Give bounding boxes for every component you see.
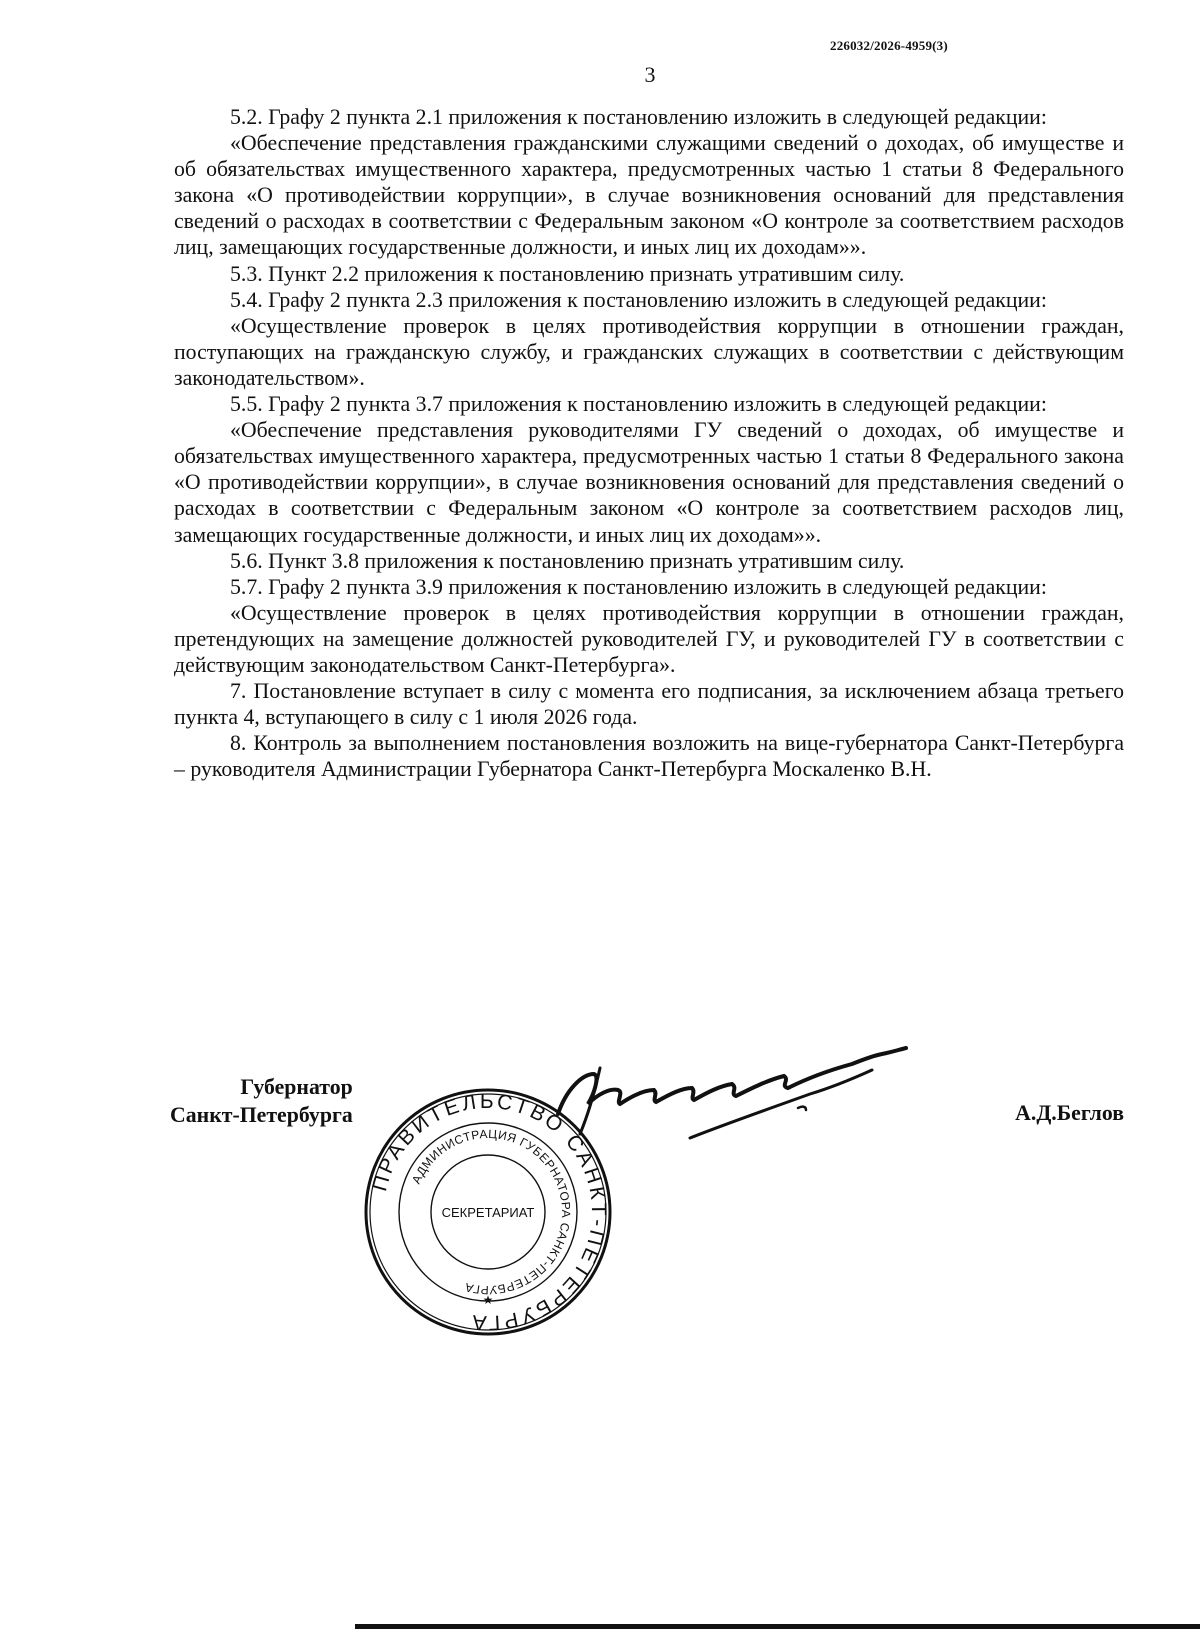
- paragraph-7: 7. Постановление вступает в силу с момента его подписания, за исключением абзаца третьего пункта 4, вступающего в силу с 1 июля 2026 года.: [174, 679, 1124, 730]
- stamp-inner-ring: [431, 1155, 545, 1269]
- stamp-center-text: СЕКРЕТАРИАТ: [441, 1205, 535, 1220]
- signatory-title-line2: Санкт-Петербурга: [170, 1103, 353, 1127]
- stamp-outer-ring-thin: [370, 1094, 606, 1330]
- paragraph-5-5: 5.5. Графу 2 пункта 3.7 приложения к постановлению изложить в следующей редакции:: [230, 392, 1047, 417]
- paragraph-8: 8. Контроль за выполнением постановления возложить на вице-губернатора Санкт-Петербурга – руководителя Администрации Губернатора Санкт-Петербурга Москаленко В.Н.: [174, 731, 1124, 782]
- paragraph-5-6: 5.6. Пункт 3.8 приложения к постановлению признать утратившим силу.: [230, 548, 905, 573]
- quote-5-2: «Обеспечение представления гражданскими служащими сведений о доходах, об имуществе и об обязательствах имущественного характера, предусмотренных частью 1 статьи 8 Федерального закона «О противодействии коррупции», в случае возникновения оснований для представления сведений о расходах в соответствии с Федеральным законом «О контроле за соответствием расходов лиц, замещающих государственные должности, и иных лиц их доходам»».: [174, 131, 1124, 260]
- stamp-outer-ring: [366, 1090, 610, 1334]
- official-stamp: [360, 1084, 616, 1340]
- stamp-middle-ring: [399, 1123, 577, 1301]
- document-body: [174, 104, 1124, 782]
- paragraph-5-7: 5.7. Графу 2 пункта 3.9 приложения к постановлению изложить в следующей редакции:: [230, 574, 1047, 599]
- bottom-edge-rule: [355, 1624, 1200, 1629]
- page-number: 3: [644, 62, 656, 87]
- stamp-outer-text: ПРАВИТЕЛЬСТВО САНКТ-ПЕТЕРБУРГА: [368, 1089, 611, 1335]
- quote-5-4: «Осуществление проверок в целях противодействия коррупции в отношении граждан, поступающих на гражданскую службу, и гражданских служащих в соответствии с действующим законодательством».: [174, 313, 1124, 390]
- signatory-name: А.Д.Беглов: [1015, 1101, 1124, 1125]
- stamp-star-icon: ★: [482, 1293, 494, 1307]
- quote-5-7: «Осуществление проверок в целях противодействия коррупции в отношении граждан, претендующих на замещение должностей руководителей ГУ, и руководителей ГУ в соответствии с действующим законодательством Санкт-Петербурга».: [174, 600, 1124, 677]
- signature-stroke-tail: [690, 1070, 872, 1138]
- signatory-title: [170, 1073, 353, 1129]
- signatory-title-line1: Губернатор: [240, 1075, 353, 1099]
- stamp-inner-text: АДМИНИСТРАЦИЯ ГУБЕРНАТОРА САНКТ-ПЕТЕРБУРГА: [409, 1126, 574, 1298]
- signature-stroke-dot: [798, 1107, 806, 1110]
- signature-stroke-down: [580, 1068, 600, 1134]
- signature-stroke-main: [558, 1048, 906, 1114]
- paragraph-5-3: 5.3. Пункт 2.2 приложения к постановлению признать утратившим силу.: [230, 261, 905, 286]
- quote-5-5: «Обеспечение представления руководителями ГУ сведений о доходах, об имуществе и обязательствах имущественного характера, предусмотренных частью 1 статьи 8 Федерального закона «О противодействии коррупции», в случае возникновения оснований для представления сведений о расходах в соответствии с Федеральным законом «О контроле за соответствием расходов лиц, замещающих государственные должности, и иных лиц их доходам»».: [174, 418, 1124, 547]
- paragraph-5-2: 5.2. Графу 2 пункта 2.1 приложения к постановлению изложить в следующей редакции:: [230, 105, 1047, 129]
- paragraph-5-4: 5.4. Графу 2 пункта 2.3 приложения к постановлению изложить в следующей редакции:: [230, 287, 1047, 312]
- document-number: 226032/2026-4959(3): [830, 38, 948, 53]
- handwritten-signature: [540, 1030, 960, 1160]
